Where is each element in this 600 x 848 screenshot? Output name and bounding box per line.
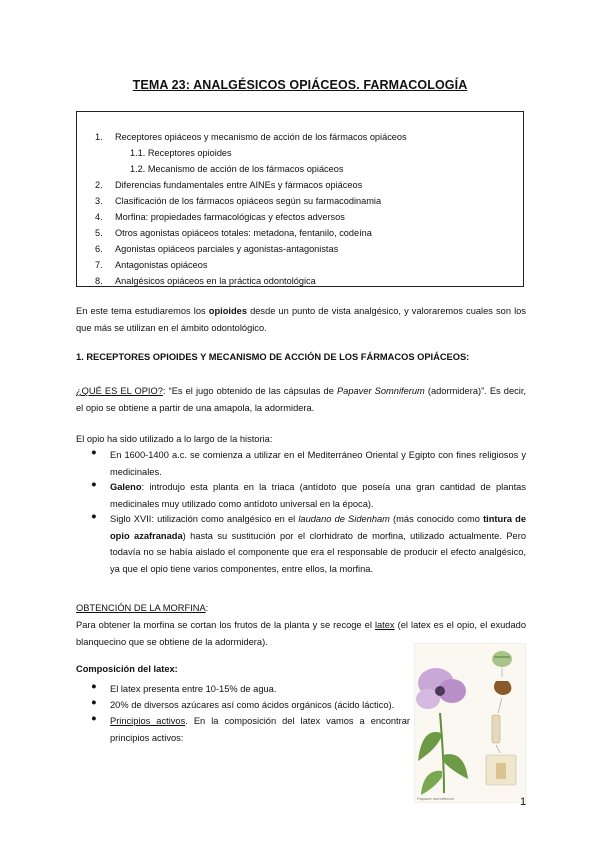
morphine-sample-icon [496,763,506,779]
intro-paragraph: En este tema estudiaremos los opioides desde un punto de vista analgésico, y valoraremos cuales son los que más se utilizan en el ámbito odontológico. [76,306,526,333]
list-item: 20% de diversos azúcares así como ácidos orgánicos (ácido láctico). [110,700,395,710]
obtencion-paragraph: OBTENCIÓN DE LA MORFINA: Para obtener la morfina se cortan los frutos de la planta y se recoge el latex (el latex es el opio, el exudado blanquecino que se obtiene de la adormidera). [76,603,526,647]
bullet-icon: ● [91,713,97,723]
vial-icon [492,715,500,743]
bullet-icon: ● [91,479,97,489]
que-es-paragraph: ¿QUÉ ES EL OPIO?: “Es el jugo obtenido de las cápsulas de Papaver Somniferum (adormidera)”. Es decir, el opio se obtiene a partir de una amapola, la adormidera. [76,386,526,413]
list-item: Siglo XVII: utilización como analgésico en el laudano de Sidenham (más conocido como tintura de opio azafranada) hasta su sustitución por el clorhidrato de morfina, utilizado actualmente. Pero todavía no se había aislado el componente que era el responsable de producir el efecto analgésico, ya que el opio tiene varios componentes, entre ellos, la morfina. [110,514,526,574]
poppy-illustration [414,643,526,803]
list-item: Principios activos. En la composición del latex vamos a encontrar principios activos: [110,716,410,743]
que-es-label: ¿QUÉ ES EL OPIO? [76,386,163,396]
page-title: TEMA 23: ANALGÉSICOS OPIÁCEOS. FARMACOLOGÍA [132,78,468,92]
historia-intro: El opio ha sido utilizado a lo largo de la historia: [76,434,273,444]
section-heading: 1. RECEPTORES OPIOIDES Y MECANISMO DE ACCIÓN DE LOS FÁRMACOS OPIÁCEOS: [76,352,470,362]
capsule-icon [492,651,512,667]
page-number: 1 [520,796,527,808]
bullet-icon: ● [91,511,97,521]
bullet-icon: ● [91,447,97,457]
flower-center-icon [435,686,445,696]
list-item: En 1600-1400 a.c. se comienza a utilizar en el Mediterráneo Oriental y Egipto con fines religiosos y medicinales. [110,450,526,477]
poppy-svg [414,643,526,803]
bullet-icon: ● [91,681,97,691]
obtencion-label: OBTENCIÓN DE LA MORFINA [76,603,206,613]
list-item: Galeno: introdujo esta planta en la triaca (antídoto que poseía una gran cantidad de plantas medicinales muy utilizado como antídoto universal en la época). [110,482,526,509]
list-item: El latex presenta entre 10-15% de agua. [110,684,277,694]
figure-caption: Papaver somniferum [417,796,454,801]
bullet-icon: ● [91,697,97,707]
composicion-heading: Composición del latex: [76,664,178,674]
table-of-contents: 1. Receptores opiáceos y mecanismo de acción de los fármacos opiáceos 1.1. Receptores opioides 1.2. Mecanismo de acción de los fármacos opiáceos 2. Diferencias fundamentales entre AINEs y fármacos opiáceos 3. Clasificación de los fármacos opiáceos según su farmacodinamia 4. Morfina: propiedades farmacológicas y efectos adversos 5. Otros agonistas opiáceos totales: metadona, fentanilo, codeína 6. Agonistas opiáceos parciales y agonistas-antagonistas 7. Antagonistas opiáceos 8. Analgésicos opiáceos en la práctica odontológica [76,111,524,287]
